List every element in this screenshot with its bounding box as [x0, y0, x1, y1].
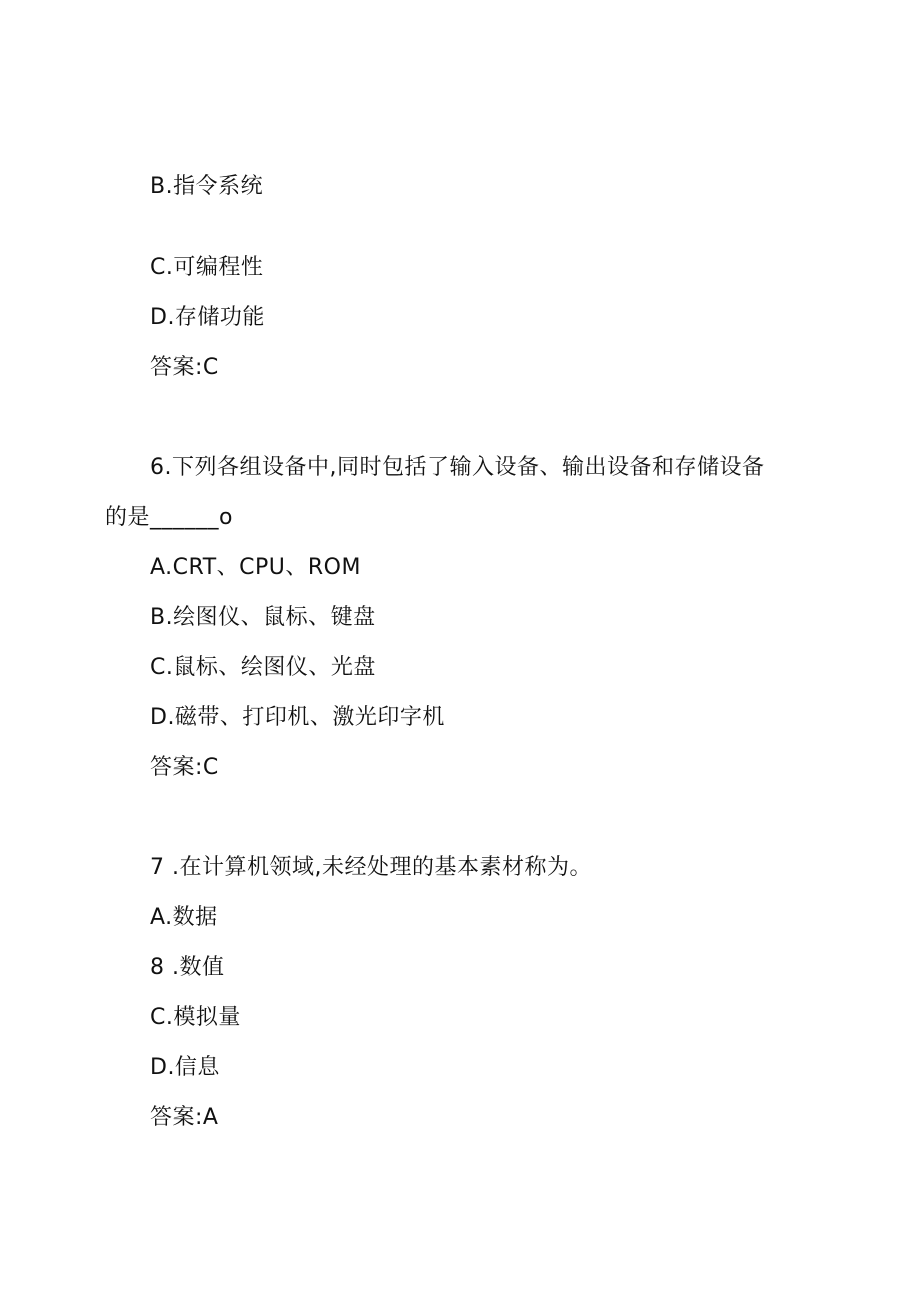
question-6-stem: 6.下列各组设备中,同时包括了输入设备、输出设备和存储设备 [150, 455, 765, 480]
option-c-programmability: C.可编程性 [150, 255, 264, 280]
q7-option-c: C.模拟量 [150, 1005, 241, 1030]
question-7-stem: 7 .在计算机领域,未经处理的基本素材称为。 [150, 855, 592, 880]
q6-option-a: A.CRT、CPU、ROM [150, 555, 361, 580]
q7-option-b: 8 .数值 [150, 955, 225, 980]
answer-q6: 答案:C [150, 755, 219, 780]
answer-q7: 答案:A [150, 1105, 219, 1130]
answer-q5: 答案:C [150, 355, 219, 380]
q6-option-d: D.磁带、打印机、激光印字机 [150, 705, 445, 730]
question-6-stem-continued: 的是______o [105, 505, 233, 530]
option-d-storage-function: D.存储功能 [150, 305, 265, 330]
q6-option-b: B.绘图仪、鼠标、键盘 [150, 605, 376, 630]
q7-option-a: A.数据 [150, 905, 218, 930]
q6-option-c: C.鼠标、绘图仪、光盘 [150, 655, 376, 680]
q7-option-d: D.信息 [150, 1055, 220, 1080]
option-b-instruction-system: B.指令系统 [150, 174, 264, 199]
